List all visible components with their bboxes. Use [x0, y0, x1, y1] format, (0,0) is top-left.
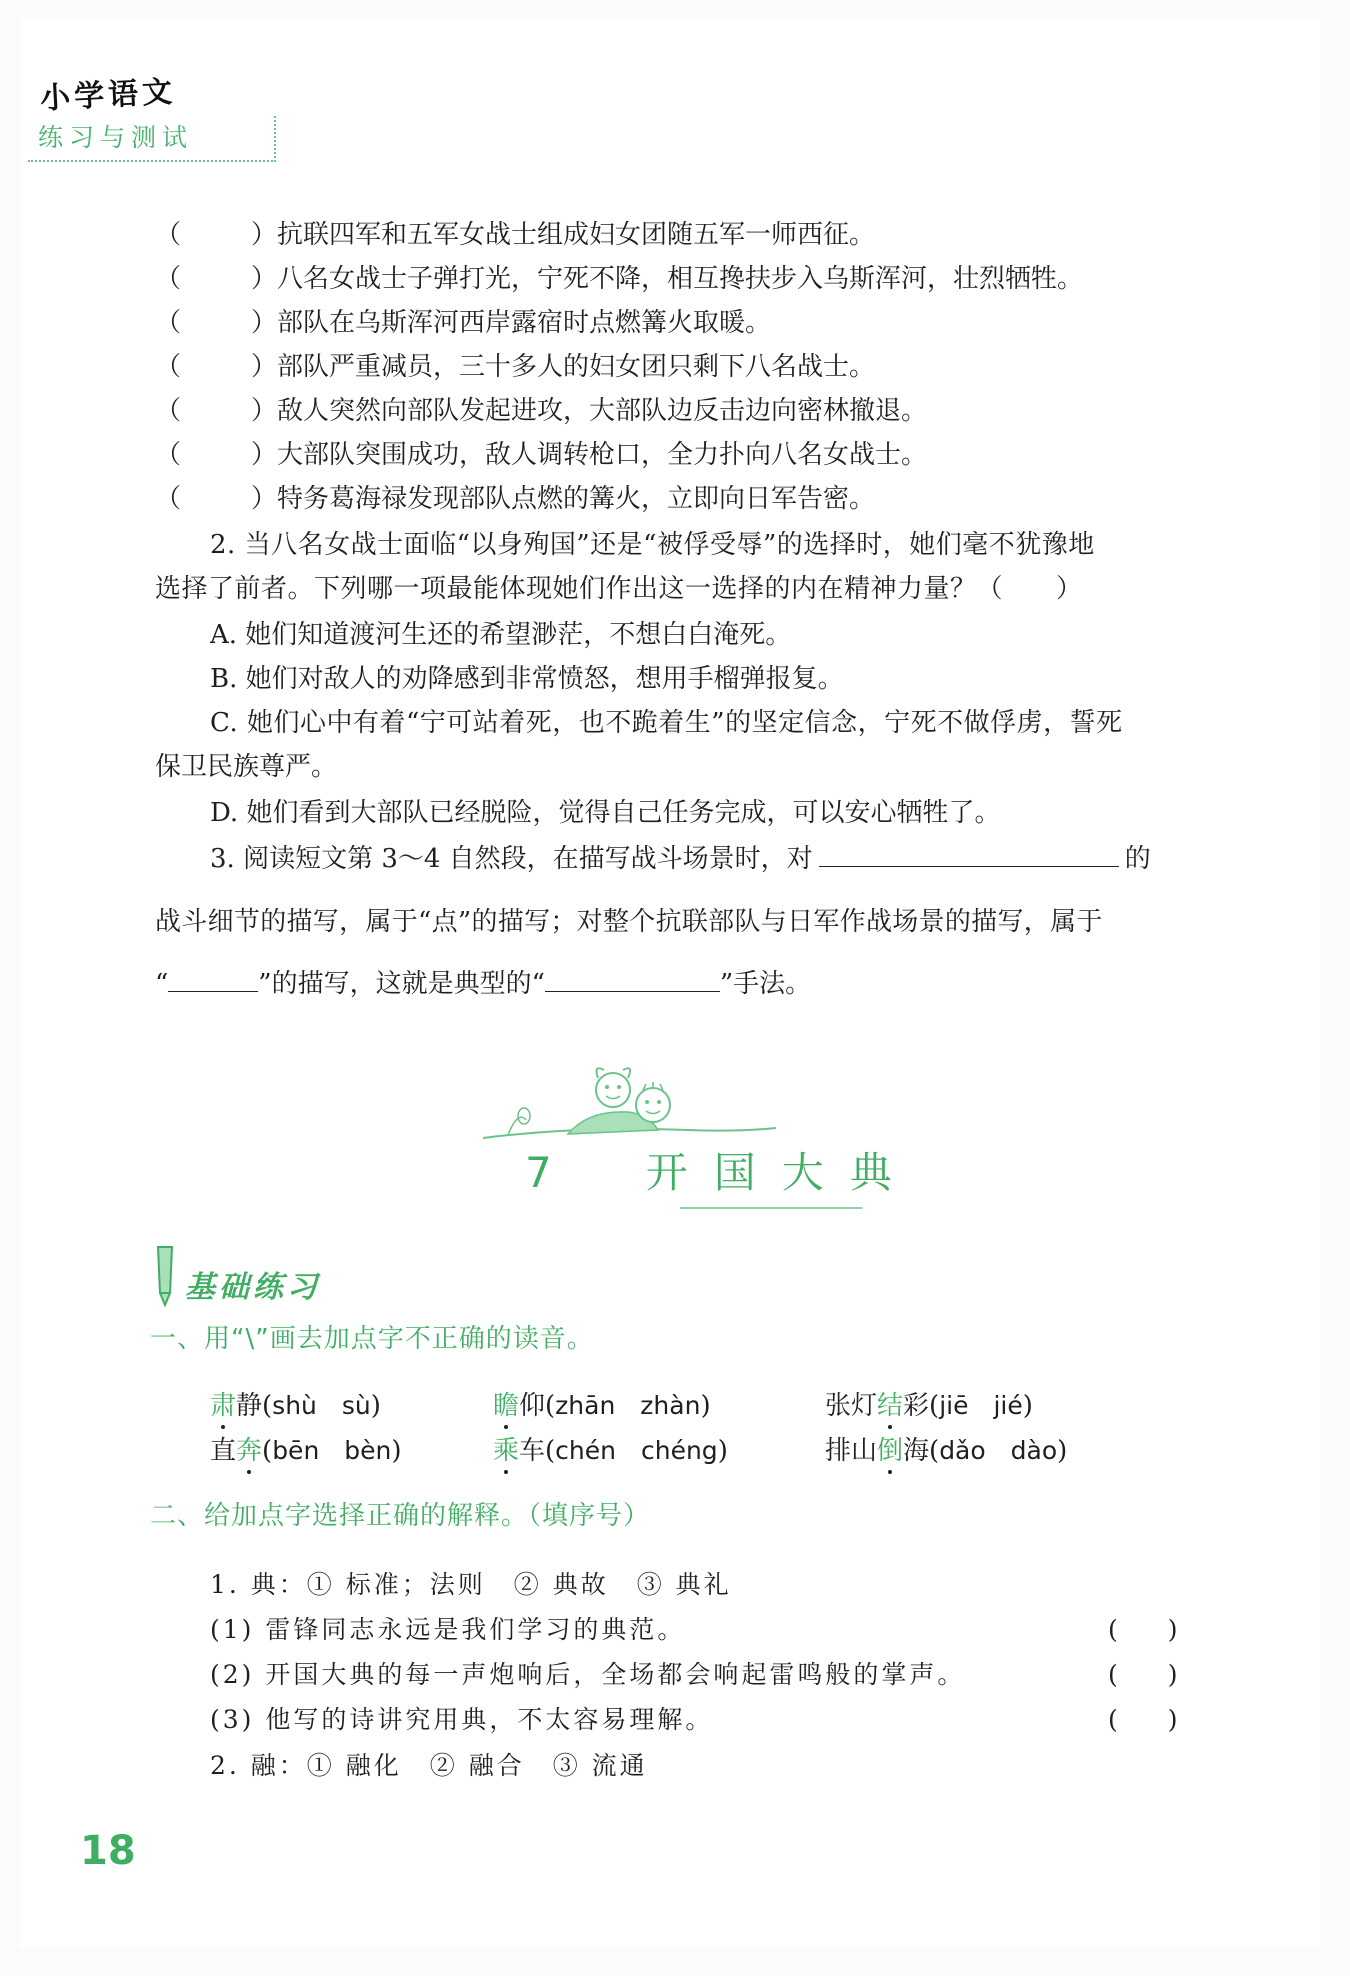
question-3-line2: 战斗细节的描写，属于“点”的描写；对整个抗联部队与日军作战场景的描写，属于	[155, 907, 1103, 937]
section-title: 基础练习	[185, 1270, 321, 1305]
book-title: 小学语文	[39, 74, 178, 117]
answer-parens[interactable]: ( )	[1108, 1615, 1178, 1644]
option-c-line1: C. 她们心中有着“宁可站着死，也不跪着生”的坚定信念，宁死不做俘虏，誓死	[210, 708, 1123, 738]
ordering-item: （ ）部队在乌斯浑河西岸露宿时点燃篝火取暖。	[155, 308, 772, 338]
fill-blank[interactable]	[819, 842, 1119, 867]
pinyin-item: 直奔(bēn bèn)	[210, 1436, 402, 1466]
ordering-item: （ ）特务葛海禄发现部队点燃的篝火，立即向日军告密。	[155, 484, 876, 514]
page-number: 18	[80, 1828, 136, 1874]
title-underline	[680, 1207, 862, 1209]
answer-parens[interactable]: ( )	[1108, 1705, 1178, 1734]
meaning-q1-heading: 1. 典：① 标准；法则 ② 典故 ③ 典礼	[210, 1570, 732, 1599]
meaning-sentence: (1) 雷锋同志永远是我们学习的典范。	[210, 1615, 686, 1644]
pinyin-item: 瞻仰(zhān zhàn)	[493, 1391, 711, 1421]
question-3-line3: “ ”的描写，这就是典型的“ ”手法。	[155, 969, 812, 999]
section-heading-2: 二、给加点字选择正确的解释。（填序号）	[150, 1501, 651, 1531]
option-d: D. 她们看到大部队已经脱险，觉得自己任务完成，可以安心牺牲了。	[210, 798, 1001, 828]
question-3-line1: 3. 阅读短文第 3～4 自然段，在描写战斗场景时，对 的	[210, 844, 1151, 874]
book-subtitle: 练习与测试	[38, 123, 194, 152]
meaning-q2-heading: 2. 融：① 融化 ② 融合 ③ 流通	[210, 1751, 648, 1780]
lesson-title: 7 开国大典	[525, 1148, 918, 1197]
ordering-item: （ ）敌人突然向部队发起进攻，大部队边反击边向密林撤退。	[155, 396, 928, 426]
option-c-line2: 保卫民族尊严。	[155, 752, 338, 782]
ordering-item: （ ）抗联四军和五军女战士组成妇女团随五军一师西征。	[155, 220, 876, 250]
option-a: A. 她们知道渡河生还的希望渺茫，不想白白淹死。	[210, 620, 792, 650]
section-heading-1: 一、用“\”画去加点字不正确的读音。	[150, 1324, 594, 1354]
fill-blank[interactable]	[545, 967, 720, 992]
fill-blank[interactable]	[168, 967, 258, 992]
question-2-line1: 2. 当八名女战士面临“以身殉国”还是“被俘受辱”的选择时，她们毫不犹豫地	[210, 530, 1095, 560]
question-2-line2: 选择了前者。下列哪一项最能体现她们作出这一选择的内在精神力量？（ ）	[155, 574, 1083, 604]
pencil-icon	[150, 1245, 180, 1307]
ordering-item: （ ）部队严重减员，三十多人的妇女团只剩下八名战士。	[155, 352, 876, 382]
meaning-sentence: (2) 开国大典的每一声炮响后，全场都会响起雷鸣般的掌声。	[210, 1660, 966, 1689]
pinyin-item: 排山倒海(dǎo dào)	[825, 1436, 1068, 1466]
children-doodle-icon	[478, 1050, 778, 1150]
ordering-item: （ ）大部队突围成功，敌人调转枪口，全力扑向八名女战士。	[155, 440, 928, 470]
pinyin-item: 乘车(chén chéng)	[493, 1436, 728, 1466]
answer-parens[interactable]: ( )	[1108, 1660, 1178, 1689]
pinyin-item: 肃静(shù sù)	[210, 1391, 381, 1421]
meaning-sentence: (3) 他写的诗讲究用典，不太容易理解。	[210, 1705, 714, 1734]
pinyin-item: 张灯结彩(jiē jié)	[825, 1391, 1033, 1421]
ordering-item: （ ）八名女战士子弹打光，宁死不降，相互搀扶步入乌斯浑河，壮烈牺牲。	[155, 264, 1084, 294]
option-b: B. 她们对敌人的劝降感到非常愤怒，想用手榴弹报复。	[210, 664, 844, 694]
